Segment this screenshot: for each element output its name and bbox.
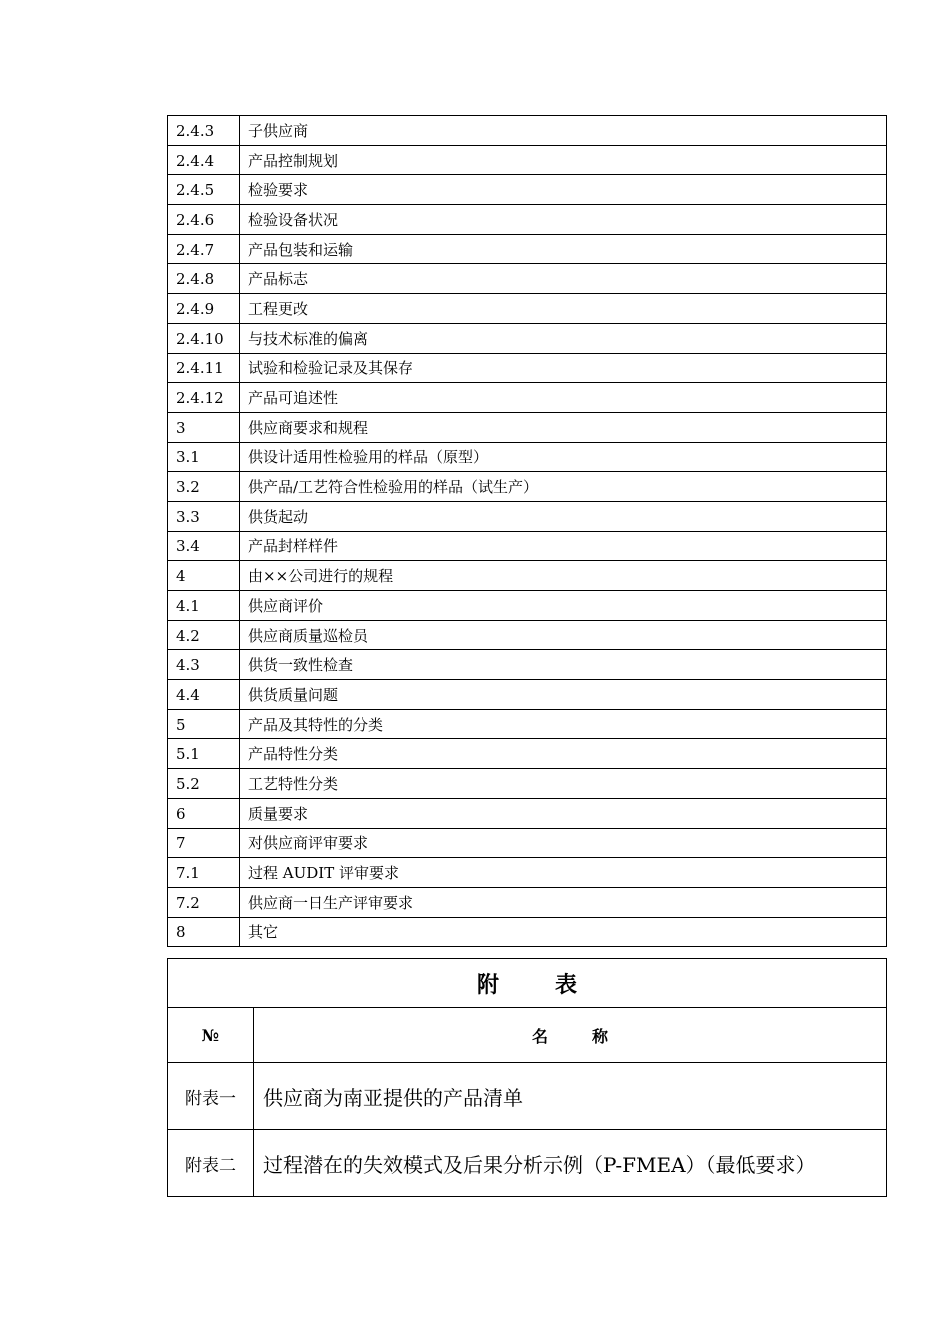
appendix-row	[168, 1063, 887, 1130]
appendix-header-number: №	[168, 1008, 254, 1063]
contents-row	[168, 680, 887, 710]
section-title: 工艺特性分类	[240, 769, 887, 799]
section-title: 由××公司进行的规程	[240, 561, 887, 591]
section-title: 产品标志	[240, 264, 887, 294]
contents-row	[168, 769, 887, 799]
section-title: 工程更改	[240, 294, 887, 324]
section-number: 2.4.4	[168, 145, 240, 175]
contents-row	[168, 561, 887, 591]
appendix-number: 附表二	[168, 1130, 254, 1197]
section-title: 产品特性分类	[240, 739, 887, 769]
section-number: 2.4.10	[168, 323, 240, 353]
section-number: 2.4.9	[168, 294, 240, 324]
section-title: 供货一致性检查	[240, 650, 887, 680]
contents-row	[168, 739, 887, 769]
section-number: 6	[168, 798, 240, 828]
section-title: 供应商质量巡检员	[240, 620, 887, 650]
appendix-table	[167, 958, 887, 1197]
contents-table	[167, 115, 887, 947]
section-title: 子供应商	[240, 116, 887, 146]
section-title: 产品控制规划	[240, 145, 887, 175]
contents-row	[168, 412, 887, 442]
section-number: 5.1	[168, 739, 240, 769]
section-number: 3.4	[168, 531, 240, 561]
section-number: 4	[168, 561, 240, 591]
section-number: 4.1	[168, 591, 240, 621]
contents-row	[168, 116, 887, 146]
section-title: 对供应商评审要求	[240, 828, 887, 858]
appendix-header-row	[168, 1008, 887, 1063]
section-title: 产品及其特性的分类	[240, 709, 887, 739]
contents-row	[168, 620, 887, 650]
contents-row	[168, 828, 887, 858]
appendix-name: 过程潜在的失效模式及后果分析示例（P-FMEA）（最低要求）	[254, 1130, 887, 1197]
section-title: 过程 AUDIT 评审要求	[240, 858, 887, 888]
appendix-title: 附表	[168, 959, 887, 1008]
contents-row	[168, 234, 887, 264]
section-title: 供货质量问题	[240, 680, 887, 710]
section-number: 8	[168, 917, 240, 947]
section-title: 供产品/工艺符合性检验用的样品（试生产）	[240, 472, 887, 502]
section-number: 7.2	[168, 887, 240, 917]
section-title: 其它	[240, 917, 887, 947]
contents-row	[168, 294, 887, 324]
section-number: 5	[168, 709, 240, 739]
section-number: 2.4.12	[168, 383, 240, 413]
section-number: 2.4.3	[168, 116, 240, 146]
appendix-name: 供应商为南亚提供的产品清单	[254, 1063, 887, 1130]
section-title: 供应商要求和规程	[240, 412, 887, 442]
contents-row	[168, 709, 887, 739]
contents-row	[168, 264, 887, 294]
section-title: 供货起动	[240, 501, 887, 531]
contents-row	[168, 145, 887, 175]
contents-row	[168, 887, 887, 917]
contents-row	[168, 353, 887, 383]
appendix-number: 附表一	[168, 1063, 254, 1130]
section-number: 4.3	[168, 650, 240, 680]
section-number: 3	[168, 412, 240, 442]
section-number: 7	[168, 828, 240, 858]
contents-row	[168, 175, 887, 205]
section-number: 4.4	[168, 680, 240, 710]
section-title: 检验要求	[240, 175, 887, 205]
section-number: 3.1	[168, 442, 240, 472]
contents-row	[168, 323, 887, 353]
section-title: 与技术标准的偏离	[240, 323, 887, 353]
section-number: 3.3	[168, 501, 240, 531]
contents-row	[168, 501, 887, 531]
contents-row	[168, 858, 887, 888]
contents-row	[168, 591, 887, 621]
contents-row	[168, 472, 887, 502]
appendix-title-row	[168, 959, 887, 1008]
section-number: 2.4.5	[168, 175, 240, 205]
section-number: 5.2	[168, 769, 240, 799]
contents-row	[168, 531, 887, 561]
section-title: 产品封样样件	[240, 531, 887, 561]
section-number: 2.4.8	[168, 264, 240, 294]
contents-table-body	[168, 116, 887, 947]
section-title: 供应商评价	[240, 591, 887, 621]
contents-row	[168, 205, 887, 235]
section-title: 质量要求	[240, 798, 887, 828]
section-title: 产品包装和运输	[240, 234, 887, 264]
appendix-row	[168, 1130, 887, 1197]
section-title: 检验设备状况	[240, 205, 887, 235]
section-number: 2.4.7	[168, 234, 240, 264]
section-title: 产品可追述性	[240, 383, 887, 413]
section-title: 试验和检验记录及其保存	[240, 353, 887, 383]
section-title: 供应商一日生产评审要求	[240, 887, 887, 917]
contents-row	[168, 917, 887, 947]
contents-row	[168, 650, 887, 680]
section-number: 4.2	[168, 620, 240, 650]
contents-row	[168, 383, 887, 413]
section-number: 2.4.11	[168, 353, 240, 383]
section-title: 供设计适用性检验用的样品（原型）	[240, 442, 887, 472]
section-number: 2.4.6	[168, 205, 240, 235]
section-number: 7.1	[168, 858, 240, 888]
contents-row	[168, 798, 887, 828]
section-number: 3.2	[168, 472, 240, 502]
contents-row	[168, 442, 887, 472]
appendix-header-name: 名称	[254, 1008, 887, 1063]
